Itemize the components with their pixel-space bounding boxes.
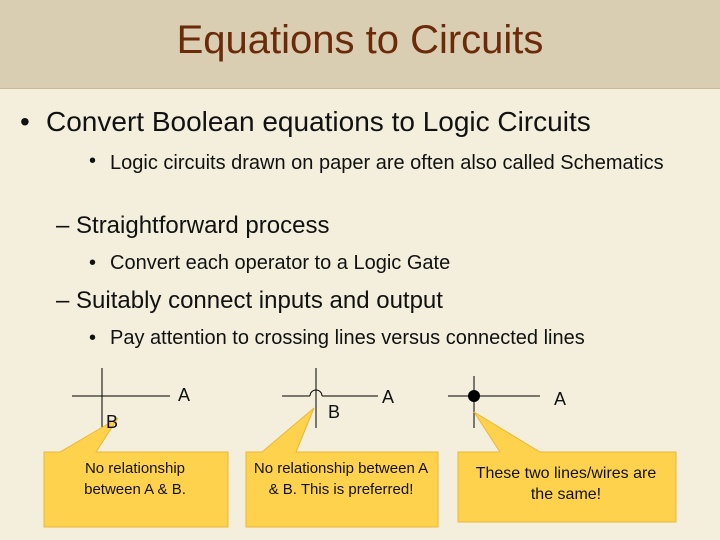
bullet-symbol: • <box>20 106 30 137</box>
label-b-1: B <box>106 412 119 432</box>
callout-1-text: No relationship between A & B. <box>84 460 186 498</box>
label-a-3: A <box>554 389 567 409</box>
junction-dot <box>468 390 480 402</box>
bullet-symbol: • <box>89 150 97 172</box>
callout-3-text: These two lines/wires are the same! <box>475 465 657 503</box>
bullet-straightforward: – Straightforward process <box>56 212 330 239</box>
slide-title: Equations to Circuits <box>176 18 544 62</box>
label-a-2: A <box>382 387 395 407</box>
bullet-symbol: • <box>89 252 97 274</box>
label-b-2: B <box>328 402 341 422</box>
bullet-main: Convert Boolean equations to Logic Circuits <box>46 106 591 137</box>
callout-2-text: No relationship between A & B. This is preferred! <box>253 460 429 498</box>
label-a-1: A <box>178 385 191 405</box>
bullet-symbol: • <box>89 327 97 349</box>
bullet-operator: Convert each operator to a Logic Gate <box>110 252 451 274</box>
bullet-connect: – Suitably connect inputs and output <box>56 287 443 314</box>
bullet-schematics: Logic circuits drawn on paper are often also called Schematics <box>110 152 664 174</box>
bullet-crossing: Pay attention to crossing lines versus connected lines <box>110 327 585 349</box>
